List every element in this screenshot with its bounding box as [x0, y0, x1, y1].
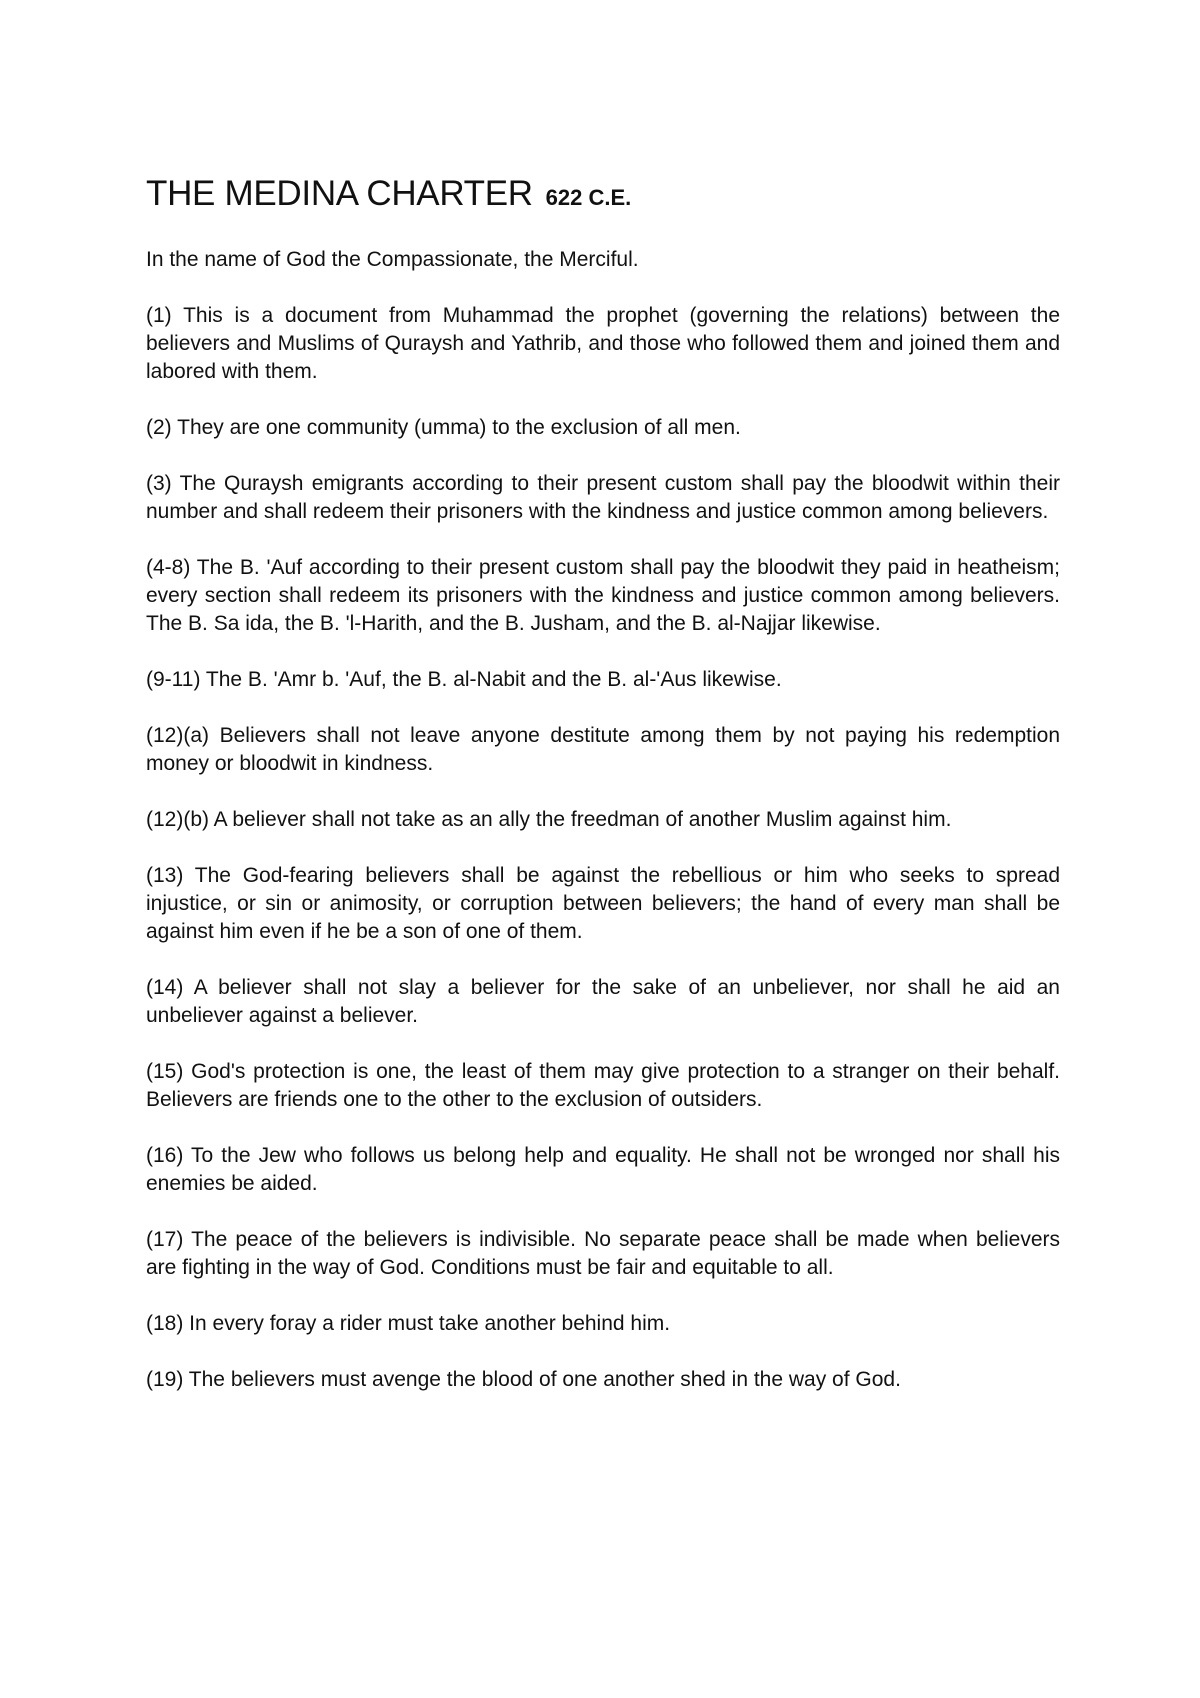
- invocation-line: In the name of God the Compassionate, the Merciful.: [146, 248, 639, 271]
- paragraph-12a: (12)(a) Believers shall not leave anyone destitute among them by not paying his redemption money or bloodwit in kindness.: [146, 724, 1060, 775]
- paragraph-12b: (12)(b) A believer shall not take as an ally the freedman of another Muslim against him.: [146, 808, 952, 831]
- paragraph-17: (17) The peace of the believers is indivisible. No separate peace shall be made when believers are fighting in the way of God. Conditions must be fair and equitable to all.: [146, 1228, 1060, 1279]
- charter-paragraphs: [146, 302, 1060, 1394]
- paragraph-1: (1) This is a document from Muhammad the prophet (governing the relations) between the believers and Muslims of Quraysh and Yathrib, and those who followed them and joined them and labored with them.: [146, 304, 1060, 383]
- title-text: THE MEDINA CHARTER: [146, 174, 533, 213]
- paragraph-16: (16) To the Jew who follows us belong help and equality. He shall not be wronged nor shall his enemies be aided.: [146, 1144, 1060, 1195]
- paragraph-9-11: (9-11) The B. 'Amr b. 'Auf, the B. al-Nabit and the B. al-'Aus likewise.: [146, 668, 782, 691]
- paragraph-13: (13) The God-fearing believers shall be against the rebellious or him who seeks to spread injustice, or sin or animosity, or corruption between believers; the hand of every man shall be against him even if he be a son of one of them.: [146, 864, 1060, 943]
- title-date: 622 C.E.: [545, 185, 632, 210]
- document-page: [146, 172, 1060, 1422]
- paragraph-2: (2) They are one community (umma) to the exclusion of all men.: [146, 416, 741, 439]
- paragraph-15: (15) God's protection is one, the least of them may give protection to a stranger on their behalf. Believers are friends one to the other to the exclusion of outsiders.: [146, 1060, 1060, 1111]
- paragraph-19: (19) The believers must avenge the blood of one another shed in the way of God.: [146, 1368, 901, 1391]
- paragraph-18: (18) In every foray a rider must take another behind him.: [146, 1312, 671, 1335]
- document-title: [146, 172, 1060, 220]
- paragraph-3: (3) The Quraysh emigrants according to their present custom shall pay the bloodwit within their number and shall redeem their prisoners with the kindness and justice common among believers.: [146, 472, 1060, 523]
- paragraph-4-8: (4-8) The B. 'Auf according to their present custom shall pay the bloodwit they paid in heatheism; every section shall redeem its prisoners with the kindness and justice common among believers. The B. Sa ida, the B. 'l-Harith, and the B. Jusham, and the B. al-Najjar likewise.: [146, 556, 1060, 635]
- paragraph-14: (14) A believer shall not slay a believer for the sake of an unbeliever, nor shall he aid an unbeliever against a believer.: [146, 976, 1060, 1027]
